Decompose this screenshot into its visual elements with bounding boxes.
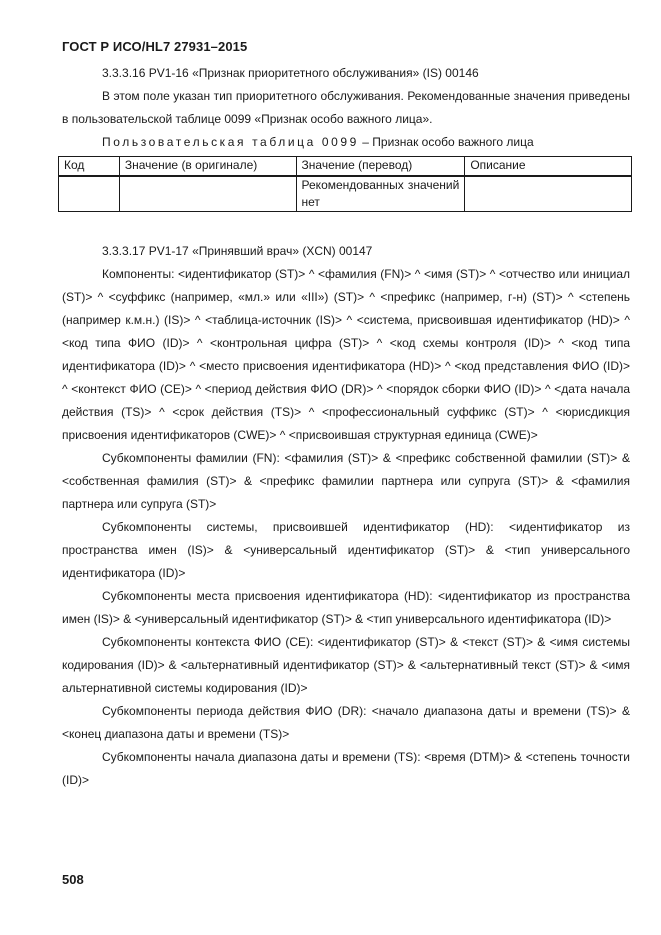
paragraph-components: Компоненты: <идентификатор (ST)> ^ <фамилия (FN)> ^ <имя (ST)> ^ <отчество или инициал (ST)> ^ <суффикс (например, «мл.» или «III») (ST)> ^ <префикс (например, г-н) (ST)> ^ <степень (например к.м.н.) (IS)> ^ <таблица-источник (IS)> ^ <система, присвоившая идентификатор (HD)> ^ <код типа ФИО (ID)> ^ <контрольная цифра (ST)> ^ <код схемы контроля (ID)> ^ <код типа идентификатора (ID)> ^ <место присвоения идентификатора (HD)> ^ <код представления ФИО (ID)> ^ <контекст ФИО (CE)> ^ <период действия ФИО (DR)> ^ <порядок сборки ФИО (ID)> ^ <дата начала действия (TS)> ^ <срок действия (TS)> ^ <профессиональный суффикс (ST)> ^ <юрисдикция присвоения идентификаторов (CWE)> ^ <присвоившая структурная единица (CWE)>: [62, 267, 630, 442]
table-cell-translated-value: Рекомендованных значений нет: [296, 176, 465, 212]
paragraph-fn-subcomponents: Субкомпоненты фамилии (FN): <фамилия (ST)> & <префикс собственной фамилии (ST)> & <собственная фамилия (ST)> & <префикс фамилии партнера или супруга (ST)> & <фамилия партнера или супруга (ST)>: [62, 451, 630, 511]
paragraph-hd-place-subcomponents: Субкомпоненты места присвоения идентификатора (HD): <идентификатор из пространства имен (IS)> & <универсальный идентификатор (ST)> & <тип универсального идентификатора (ID)>: [62, 589, 630, 626]
section-heading-pv1-17: 3.3.3.17 PV1-17 «Принявший врач» (XCN) 00147: [102, 244, 373, 258]
section-heading-pv1-16: 3.3.3.16 PV1-16 «Признак приоритетного обслуживания» (IS) 00146: [102, 66, 479, 80]
column-header-code: Код: [59, 157, 120, 177]
user-table-0099: [58, 156, 632, 212]
page-number: 508: [62, 872, 84, 887]
document-header: ГОСТ Р ИСО/HL7 27931–2015: [62, 39, 248, 54]
page-content: [62, 62, 630, 792]
table-header-row: [59, 157, 632, 177]
paragraph-ts-subcomponents: Субкомпоненты начала диапазона даты и времени (TS): <время (DTM)> & <степень точности (ID)>: [62, 750, 630, 787]
table-caption: [62, 131, 630, 154]
column-header-original-value: Значение (в оригинале): [119, 157, 296, 177]
paragraph-ce-subcomponents: Субкомпоненты контекста ФИО (CE): <идентификатор (ST)> & <текст (ST)> & <имя системы кодирования (ID)> & <альтернативный идентификатор (ST)> & <альтернативный текст (ST)> & <имя альтернативной системы кодирования (ID)>: [62, 635, 630, 695]
section-body-pv1-16: В этом поле указан тип приоритетного обслуживания. Рекомендованные значения приведены в пользовательской таблице 0099 «Признак особо важного лица».: [62, 89, 630, 126]
table-caption-prefix: Пользовательская таблица 0099: [102, 135, 359, 149]
paragraph-hd-system-subcomponents: Субкомпоненты системы, присвоившей идентификатор (HD): <идентификатор из пространства имен (IS)> & <универсальный идентификатор (ST)> & <тип универсального идентификатора (ID)>: [62, 520, 630, 580]
paragraph-dr-subcomponents: Субкомпоненты периода действия ФИО (DR): <начало диапазона даты и времени (TS)> & <конец диапазона даты и времени (TS)>: [62, 704, 630, 741]
table-caption-suffix: – Признак особо важного лица: [358, 135, 534, 149]
table-row: [59, 176, 632, 212]
table-cell-original-value: [119, 176, 296, 212]
column-header-translated-value: Значение (перевод): [296, 157, 465, 177]
table-cell-description: [465, 176, 632, 212]
column-header-description: Описание: [465, 157, 632, 177]
table-cell-code: [59, 176, 120, 212]
